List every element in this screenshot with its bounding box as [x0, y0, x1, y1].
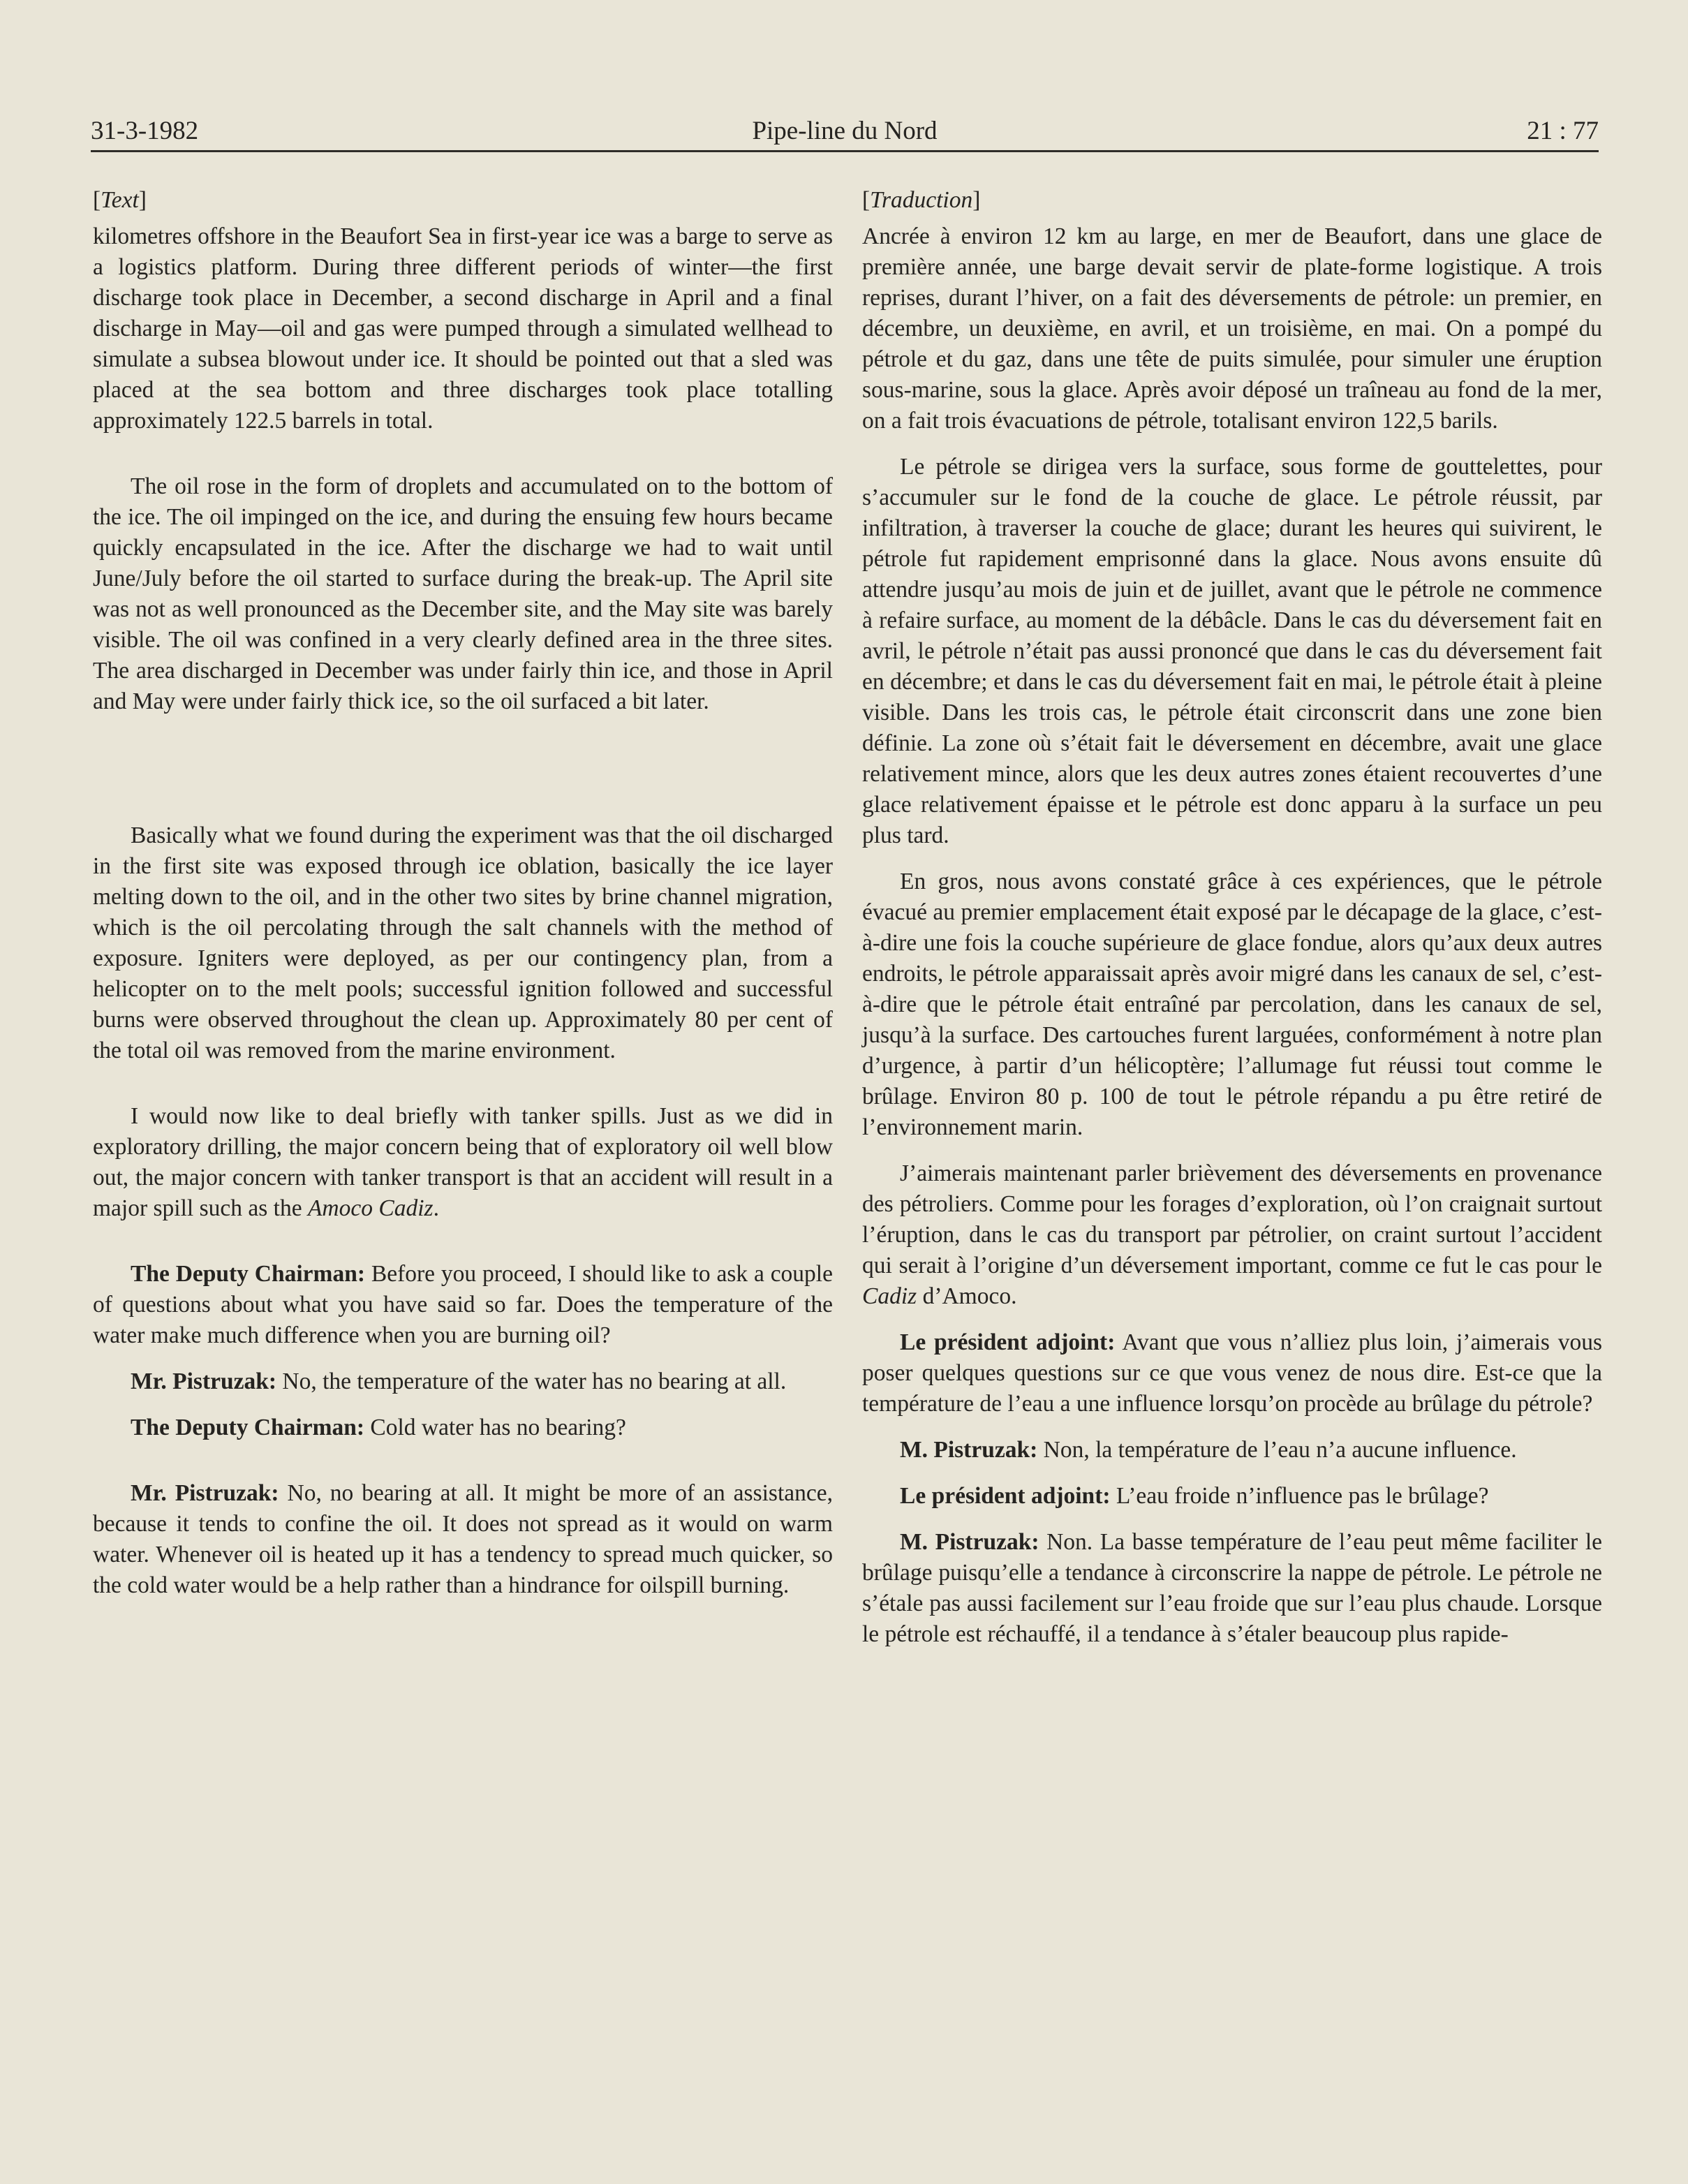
speech-text: Non. La basse température de l’eau peut même faciliter le brûlage puisqu’elle a tendance à circonscrire la nappe de pétrole. Le pétrole ne s’étale pas aussi facilement sur l’eau froide que sur l’eau plus chaude. Lorsque le pétrole est réchauffé, il a tendance à s’étaler beaucoup plus rapide- [862, 1529, 1602, 1647]
paragraph-end: d’Amoco. [917, 1283, 1017, 1309]
speaker-name: The Deputy Chairman: [131, 1261, 365, 1287]
dialogue-entry [862, 1435, 1602, 1466]
speech-text: L’eau froide n’influence pas le brûlage? [1110, 1483, 1489, 1509]
speaker-name: Le président adjoint: [900, 1329, 1116, 1355]
speech-text: Avant que vous n’alliez plus loin, j’aimerais vous poser quelques questions sur ce que vous venez de nous dire. Est-ce que la température de l’eau a une influence lorsqu’on procède au brûlage du pétrole? [862, 1329, 1603, 1417]
speech-text: Cold water has no bearing? [364, 1415, 626, 1440]
paragraph [862, 1158, 1602, 1312]
speaker-name: Le président adjoint: [900, 1483, 1111, 1509]
dialogue-entry [862, 1527, 1602, 1650]
speech-text: No, no bearing at all. It might be more of an assistance, because it tends to confine the oil. It does not spread as it would on warm water. Whenever oil is heated up it has a tendency to spread much quicker, so the cold water would be a help rather than a hindrance for oilspill burning. [93, 1480, 833, 1598]
header-title: Pipe-line du Nord [752, 117, 938, 145]
speaker-name: M. Pistruzak: [900, 1529, 1039, 1555]
speaker-name: Mr. Pistruzak: [131, 1368, 277, 1394]
speech-text: Non, la température de l’eau n’a aucune influence. [1037, 1437, 1517, 1463]
speaker-name: The Deputy Chairman: [131, 1415, 365, 1440]
paragraph: The oil rose in the form of droplets and accumulated on to the bottom of the ice. The oil impinged on the ice, and during the ensuing few hours became quickly encapsulated in the ice. After the discharge we had to wait until June/July before the oil started to surface during the break-up. The April site was not as well pronounced as the December site, and the May site was barely visible. The oil was confined in a very clearly defined area in the three sites. The area discharged in December was under fairly thin ice, and those in April and May were under fairly thick ice, so the oil surfaced a bit later. [93, 473, 833, 714]
french-column [862, 185, 1602, 1650]
paragraph-end: . [433, 1195, 439, 1221]
dialogue-entry [862, 1481, 1602, 1512]
english-column [93, 185, 833, 1601]
paragraph: Basically what we found during the experiment was that the oil discharged in the first site was exposed through ice oblation, basically the ice layer melting down to the oil, and in the other two sites by brine channel migration, which is the oil percolating through the salt channels with the method of exposure. Igniters were deployed, as per our contingency plan, from a helicopter on to the melt pools; successful ignition followed and successful burns were observed throughout the clean up. Approximately 80 per cent of the total oil was removed from the marine environment. [93, 822, 833, 1063]
paragraph-text: J’aimerais maintenant parler brièvement des déversements en provenance des pétroliers. Comme pour les forages d’exploration, où l’on craignait surtout l’éruption, dans le cas du transport par pétrolier, on craint surtout l’accident qui serait à l’origine d’un déversement important, comme ce fut le cas pour le [862, 1160, 1602, 1278]
header-rule [91, 150, 1599, 152]
header-date: 31-3-1982 [91, 117, 199, 145]
paragraph [93, 1101, 833, 1224]
header-page-number: 21 : 77 [1527, 117, 1599, 145]
paragraph: Le pétrole se dirigea vers la surface, sous forme de gouttelettes, pour s’accumuler sur le fond de la couche de glace. Le pétrole réussit, par infiltration, à traverser la couche de glace; durant les heures qui suivirent, le pétrole fut rapidement emprisonné dans la glace. Nous avons ensuite dû attendre jusqu’au mois de juin et de juillet, avant que le pétrole ne commence à refaire surface, au moment de la débâcle. Dans le cas du déversement fait en avril, le pétrole n’était pas aussi prononcé que dans le cas du déversement fait en décembre; et dans le cas du déversement fait en mai, le pétrole était à pleine visible. Dans les trois cas, le pétrole était circonscrit dans une zone bien définie. La zone où s’était fait le déversement en décembre, avait une glace relativement mince, alors que les deux autres zones étaient recouvertes d’une glace relativement épaisse et le pétrole est donc apparu à la surface un peu plus tard. [862, 454, 1602, 848]
dialogue-entry [93, 1366, 833, 1397]
speech-text: No, the temperature of the water has no bearing at all. [276, 1368, 787, 1394]
paragraph: Ancrée à environ 12 km au large, en mer de Beaufort, dans une glace de première année, une barge devait servir de plate-forme logistique. A trois reprises, durant l’hiver, on a fait des déversements de pétrole: un premier, en décembre, un deuxième, en avril, et un troisième, en mai. On a pompé du pétrole et du gaz, dans une tête de puits simulée, pour simuler une éruption sous-marine, sous la glace. Après avoir déposé un traîneau au fond de la mer, on a fait trois évacuations de pétrole, totalisant environ 122,5 barils. [862, 223, 1602, 434]
dialogue-entry [93, 1259, 833, 1351]
speaker-name: M. Pistruzak: [900, 1437, 1038, 1463]
ship-name: Amoco Cadiz [307, 1195, 434, 1221]
page-header [91, 112, 1599, 151]
ship-name: Cadiz [862, 1283, 917, 1309]
traduction-label-word: Traduction [870, 187, 973, 213]
paragraph-text: I would now like to deal briefly with tanker spills. Just as we did in exploratory drilling, the major concern being that of exploratory oil well blow out, the major concern with tanker transport is that an accident will result in a major spill such as the [93, 1103, 833, 1221]
paragraph: En gros, nous avons constaté grâce à ces expériences, que le pétrole évacué au premier emplacement était exposé par le décapage de la glace, c’est-à-dire une fois la couche supérieure de glace fondue, alors qu’aux deux autres endroits, le pétrole apparaissait après avoir migré dans les canaux de sel, c’est-à-dire que le pétrole était entraîné par percolation, dans les canaux de sel, jusqu’à la surface. Des cartouches furent larguées, conformément à notre plan d’urgence, à partir d’un hélicoptère; l’allumage fut réussi tout comme le brûlage. Environ 80 p. 100 de tout le pétrole répandu a pu être retiré de l’environnement marin. [862, 869, 1602, 1140]
traduction-label: [Traduction] [862, 187, 981, 213]
dialogue-entry [93, 1412, 833, 1443]
dialogue-entry [93, 1478, 833, 1601]
speaker-name: Mr. Pistruzak: [131, 1480, 279, 1506]
paragraph: kilometres offshore in the Beaufort Sea in first-year ice was a barge to serve as a logistics platform. During three different periods of winter—the first discharge took place in December, a second discharge in April and a final discharge in May—oil and gas were pumped through a simulated wellhead to simulate a subsea blowout under ice. It should be pointed out that a sled was placed at the sea bottom and three discharges took place totalling approximately 122.5 barrels in total. [93, 223, 833, 434]
speech-text: Before you proceed, I should like to ask a couple of questions about what you have said so far. Does the temperature of the water make much difference when you are burning oil? [93, 1261, 833, 1348]
text-label-word: Text [101, 187, 139, 213]
text-label: [Text] [93, 187, 147, 213]
dialogue-entry [862, 1327, 1602, 1419]
